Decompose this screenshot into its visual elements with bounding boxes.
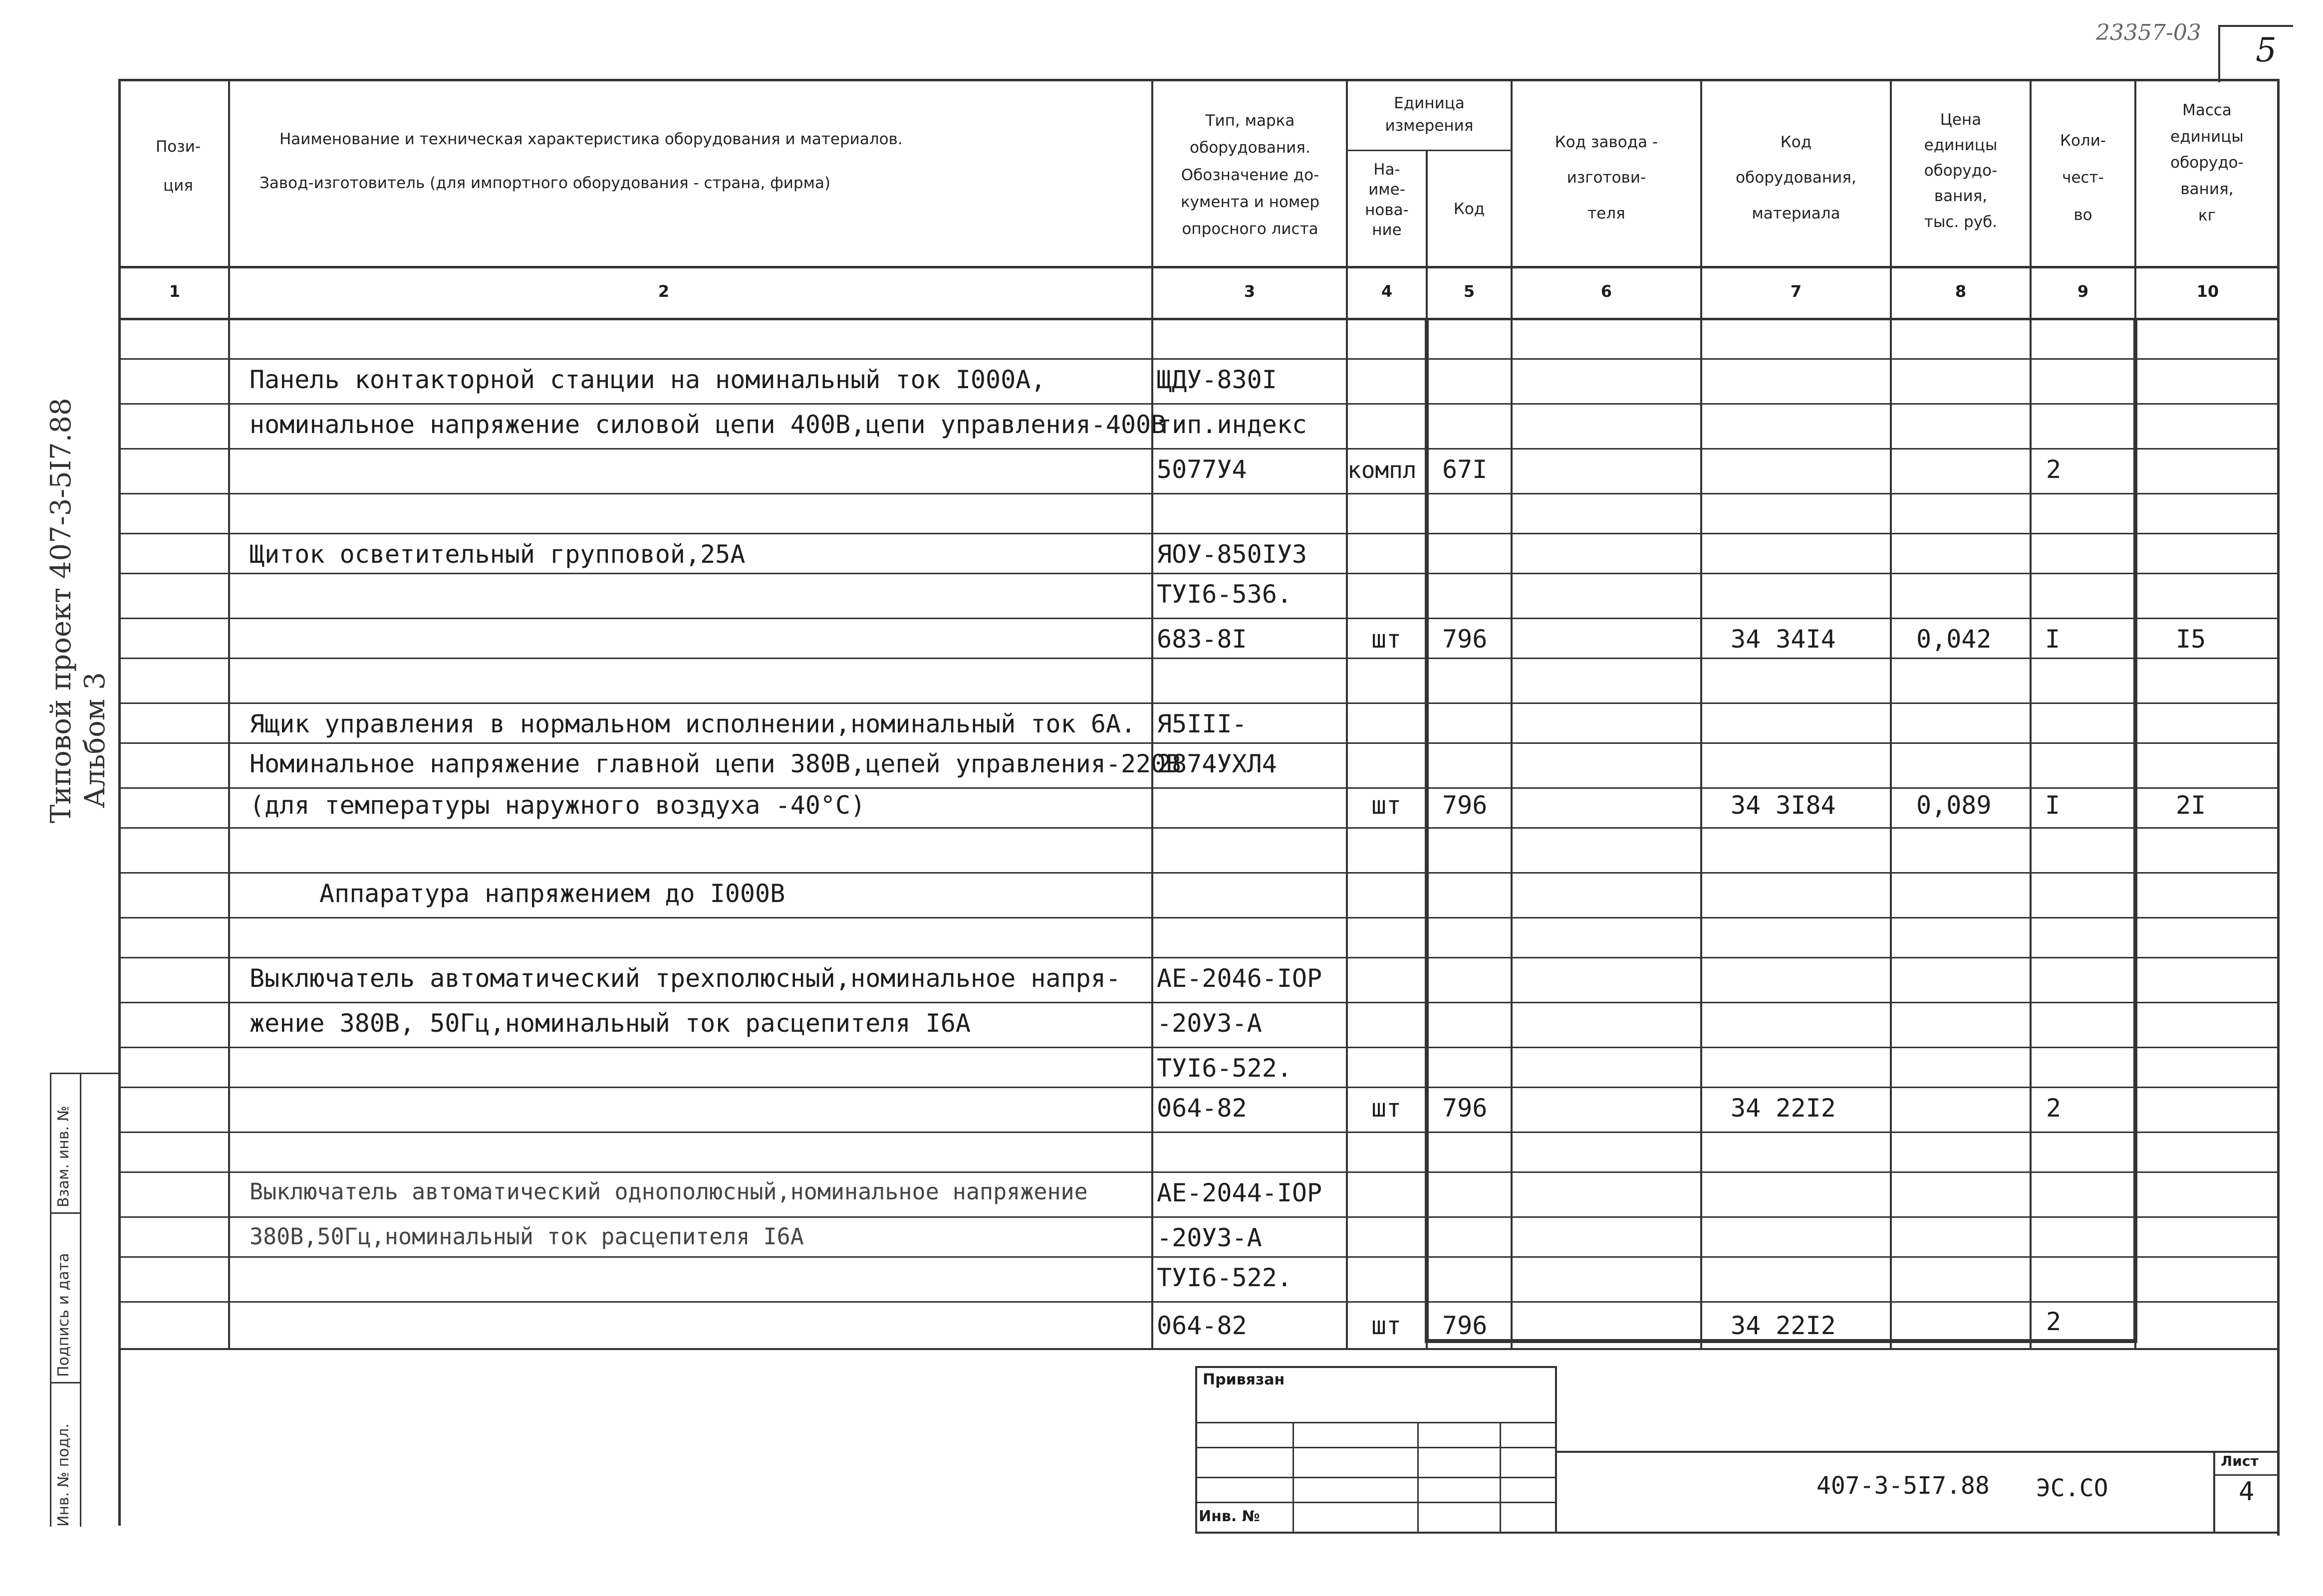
row-type: Я5III- [1157, 709, 1247, 738]
col-number: 4 [1381, 282, 1393, 301]
col-number: 3 [1244, 282, 1256, 301]
col2-header: Наименование и техническая характеристика оборудования и материалов. Завод-изготовитель (для импортного оборудования - страна, фирма) [259, 130, 903, 193]
corner-box-left [2218, 25, 2220, 82]
col-line-5 [1511, 79, 1513, 1350]
doc-number: 23357-03 [2096, 20, 2201, 45]
bold-box-right [2133, 319, 2137, 1342]
corner-box-top [2218, 25, 2293, 27]
col-line-2 [1151, 79, 1153, 1350]
side-album: Альбом 3 [79, 672, 111, 808]
row-type: ТУI6-536. [1157, 580, 1292, 609]
row-price: 0,089 [1916, 791, 1992, 820]
section-title: Аппаратура напряжением до I000В [319, 879, 785, 908]
stamp-main-line [1557, 1451, 2279, 1453]
row-equip-code: 34 22I2 [1731, 1094, 1836, 1123]
row-name: Щиток осветительный групповой,25А [250, 540, 746, 569]
row-name: Выключатель автоматический трехполюсный,номинальное напря- [250, 964, 1121, 993]
row-qty: I [2045, 791, 2061, 820]
row-unit: шт [1371, 625, 1402, 654]
row-qty: 2 [2046, 455, 2062, 484]
row-type: -20УЗ-А [1157, 1223, 1262, 1252]
col-number: 2 [658, 282, 670, 301]
side-inv-orig: Инв. № подл. [55, 1423, 72, 1527]
row-type: ЩДУ-830I [1157, 365, 1277, 394]
row-mass: I5 [2176, 625, 2206, 654]
row-qty: I [2045, 625, 2061, 654]
row-name: 380В,50Гц,номинальный ток расцепителя I6А [250, 1223, 804, 1250]
frame-bottom [1195, 1532, 2279, 1534]
col-line-3 [1346, 79, 1348, 1350]
col1-header: Пози- ция [155, 138, 201, 195]
side-inv-no: Взам. инв. № [55, 1106, 72, 1207]
numbers-line [118, 318, 2279, 320]
row-type: АЕ-2044-IОР [1157, 1178, 1322, 1207]
row-type: тип.индекс [1157, 410, 1307, 439]
unit-group-header: Единица измерения [1385, 94, 1474, 135]
stamp-right [1555, 1366, 1557, 1534]
stamp-sheet-label: Лист [2221, 1453, 2259, 1469]
row-qty: 2 [2046, 1307, 2062, 1336]
row-unit: шт [1371, 1311, 1402, 1340]
stamp-bound: Привязан [1203, 1371, 1285, 1388]
frame-right [2277, 79, 2280, 1536]
col7-header: Код оборудования, материала [1736, 133, 1856, 223]
page-number: 5 [2256, 31, 2277, 69]
row-name: Номинальное напряжение главной цепи 380В,цепей управления-220В [250, 749, 1181, 778]
row-name: (для температуры наружного воздуха -40°С) [250, 791, 866, 820]
unit-divider [1346, 150, 1511, 151]
row-price: 0,042 [1916, 625, 1992, 654]
row-name: номинальное напряжение силовой цепи 400В,цепи управления-400В [250, 410, 1166, 439]
col-number: 5 [1463, 282, 1475, 301]
col4-header: На- име- нова- ние [1365, 161, 1409, 239]
row-name: Панель контакторной станции на номинальный ток I000А, [250, 365, 1046, 394]
side-signature: Подпись и дата [55, 1253, 72, 1377]
col-number: 6 [1600, 282, 1612, 301]
col9-header: Коли- чест- во [2060, 132, 2106, 224]
side-stamp-mid [80, 1073, 81, 1527]
row-type: -20УЗ-А [1157, 1009, 1262, 1038]
row-type: ТУI6-522. [1157, 1263, 1292, 1292]
row-code: 796 [1442, 791, 1488, 820]
row-equip-code: 34 22I2 [1731, 1311, 1836, 1340]
col6-header: Код завода - изготови- теля [1554, 133, 1658, 223]
col-number: 7 [1790, 282, 1802, 301]
stamp-mark: ЭС.СО [2036, 1474, 2108, 1502]
row-type: 064-82 [1157, 1094, 1247, 1123]
col5-header: Код [1453, 200, 1485, 218]
col10-header: Масса единицы оборудо- вания, кг [2170, 101, 2244, 225]
side-stamp-top [50, 1073, 118, 1074]
row-code: 67I [1442, 455, 1488, 484]
row-equip-code: 34 3I84 [1731, 791, 1836, 820]
frame-left [118, 79, 121, 1526]
row-name: Выключатель автоматический однополюсный,номинальное напряжение [250, 1178, 1088, 1205]
row-unit: шт [1371, 791, 1402, 820]
col-number: 9 [2077, 282, 2089, 301]
row-name: жение 380В, 50Гц,номинальный ток расцепителя I6А [250, 1009, 971, 1038]
row-type: ТУI6-522. [1157, 1054, 1292, 1083]
row-name: Ящик управления в нормальном исполнении,номинальный ток 6А. [250, 709, 1136, 738]
stamp-left [1195, 1366, 1197, 1534]
side-project: Типовой проект 407-3-5I7.88 [45, 398, 77, 823]
col-line-8 [2030, 79, 2032, 1350]
row-equip-code: 34 34I4 [1731, 625, 1836, 654]
bold-box-left [1425, 319, 1429, 1342]
col-line-1 [228, 79, 230, 1350]
row-unit: компл [1347, 456, 1417, 483]
header-line [118, 266, 2279, 268]
stamp-top [1195, 1366, 1557, 1368]
row-type: ЯОУ-850IУЗ [1157, 540, 1307, 569]
row-unit: шт [1371, 1094, 1402, 1123]
row-code: 796 [1442, 1311, 1488, 1340]
col3-header: Тип, марка оборудования. Обозначение до- кумента и номер опросного листа [1180, 112, 1320, 238]
col-number: 8 [1955, 282, 1967, 301]
row-type: 683-8I [1157, 625, 1247, 654]
frame-top [118, 79, 2279, 81]
col-line-7 [1890, 79, 1892, 1350]
table-bottom [118, 1348, 2279, 1350]
side-stamp-left [50, 1073, 51, 1527]
row-code: 796 [1442, 625, 1488, 654]
col-number: 10 [2196, 282, 2219, 301]
row-type: 5077У4 [1157, 455, 1247, 484]
col-number: 1 [169, 282, 181, 301]
row-type: 2874УХЛ4 [1157, 749, 1277, 778]
sheet-box-left [2213, 1451, 2215, 1534]
row-mass: 2I [2176, 791, 2206, 820]
stamp-doc-code: 407-3-5I7.88 [1816, 1472, 1990, 1500]
stamp-sheet: 4 [2239, 1477, 2255, 1507]
row-type: 064-82 [1157, 1311, 1247, 1340]
row-qty: 2 [2046, 1094, 2062, 1123]
sheet-box-divider [2213, 1474, 2279, 1476]
stamp-inv: Инв. № [1199, 1508, 1260, 1525]
row-type: АЕ-2046-IОР [1157, 964, 1322, 993]
col8-header: Цена единицы оборудо- вания, тыс. руб. [1924, 111, 1998, 231]
row-code: 796 [1442, 1094, 1488, 1123]
col-line-6 [1700, 79, 1702, 1350]
